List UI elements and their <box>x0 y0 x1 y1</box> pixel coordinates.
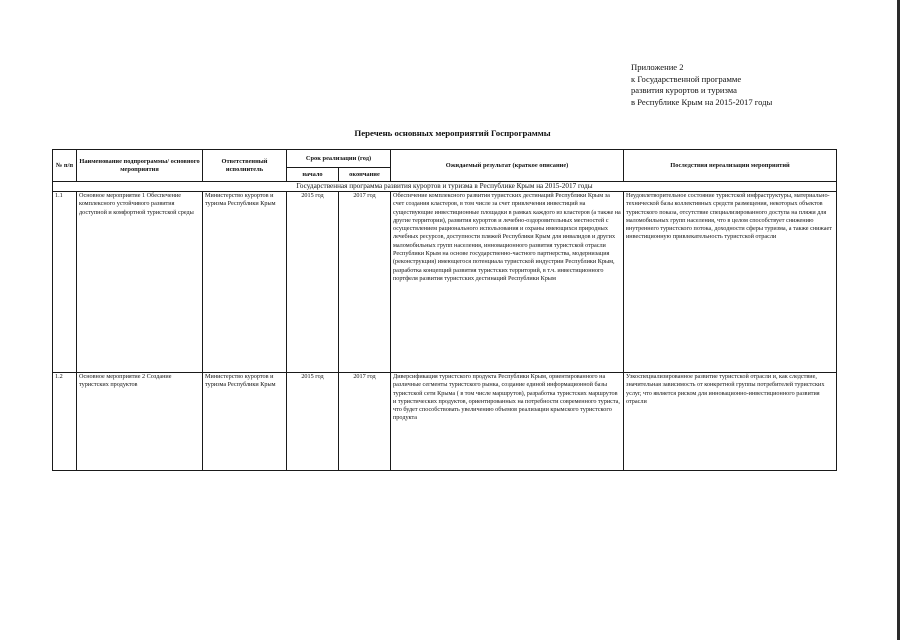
row-name: Основное мероприятие 1 Обеспечение комплексного устойчивого развития доступной и комфортной туристской среды <box>77 192 203 373</box>
row-end: 2017 год <box>339 373 391 471</box>
row-result: Диверсификация туристского продукта Республики Крым, ориентированного на различные сегменты туристского рынка, создание единой информационной базы туристской сети Крыма ( в том числе маршрутов), разработка туристских маршрутов и туристических продуктов, ориентированных на потребности современного туриста, что будет способствовать увеличению объемов реализации крымского туристского продукта <box>391 373 624 471</box>
row-consequences: Неудовлетворительное состояние туристской инфраструктуры, материально-технической базы коллективных средств размещения, некоторых объектов туристского показа, отсутствие специализированного доступа на пляжи для маломобильных групп населения, что в целом способствует снижению внутреннего туристского потока, доходности сферы туризма, а также снижает инвестиционную привлекательность туристской отрасли <box>624 192 837 373</box>
header-consequences: Последствия нереализации мероприятий <box>624 150 837 182</box>
header-executor: Ответственный исполнитель <box>203 150 287 182</box>
row-result: Обеспечение комплексного развития туристских дестинаций Республики Крым за счет создания кластеров, в том числе за счет привлечения инвестиций на существующие инвестиционные площадки в рамках каждого из кластеров (а также на другие территории), развития курортов и лечебно-оздоровительных местностей с осуществлением рационального использования и охраны имеющихся природных лечебных ресурсов, доступности пляжей Республики Крым для инвалидов и других маломобильных групп населения, инновационного развития туристской отрасли Республики Крым на основе государственно-частного партнерства, модернизация (реконструкция) имеющегося потенциала туристской индустрии Республики Крым, разработка концепций развития туристских территорий, в т.ч. инвестиционного портфеля развития туристских дестинаций Республики Крым <box>391 192 624 373</box>
appendix-line: к Государственной программе <box>631 73 742 84</box>
section-title: Государственная программа развития курортов и туризма в Республике Крым на 2015-2017 годы <box>53 182 837 192</box>
row-start: 2015 год <box>287 373 339 471</box>
header-end: окончание <box>339 168 391 182</box>
row-end: 2017 год <box>339 192 391 373</box>
header-period: Срок реализации (год) <box>287 150 391 168</box>
header-result: Ожидаемый результат (краткое описание) <box>391 150 624 182</box>
row-executor: Министерство курортов и туризма Республики Крым <box>203 373 287 471</box>
header-num: № п/п <box>53 150 77 182</box>
appendix-line: в Республике Крым на 2015-2017 годы <box>631 96 773 107</box>
measures-table <box>52 149 837 471</box>
scan-edge <box>897 0 900 640</box>
appendix-line: Приложение 2 <box>631 62 684 72</box>
document-title: Перечень основных мероприятий Госпрограммы <box>354 128 551 138</box>
table-row <box>53 373 837 471</box>
row-num: 1.1 <box>53 192 77 373</box>
appendix-caption <box>631 62 772 108</box>
row-name: Основное мероприятие 2 Создание туристских продуктов <box>77 373 203 471</box>
row-num: 1.2 <box>53 373 77 471</box>
table-row <box>53 192 837 373</box>
header-name: Наименование подпрограммы/ основного мероприятия <box>77 150 203 182</box>
header-start: начало <box>287 168 339 182</box>
header-row <box>53 150 837 168</box>
section-row <box>53 182 837 192</box>
row-consequences: Узкоспециализированное развитие туристской отрасли и, как следствие, значительная зависимость от конкретной группы потребителей туристских услуг, что является риском для инновационно-инвестиционного развития отрасли <box>624 373 837 471</box>
row-executor: Министерство курортов и туризма Республики Крым <box>203 192 287 373</box>
appendix-line: развития курортов и туризма <box>631 85 737 96</box>
row-start: 2015 год <box>287 192 339 373</box>
